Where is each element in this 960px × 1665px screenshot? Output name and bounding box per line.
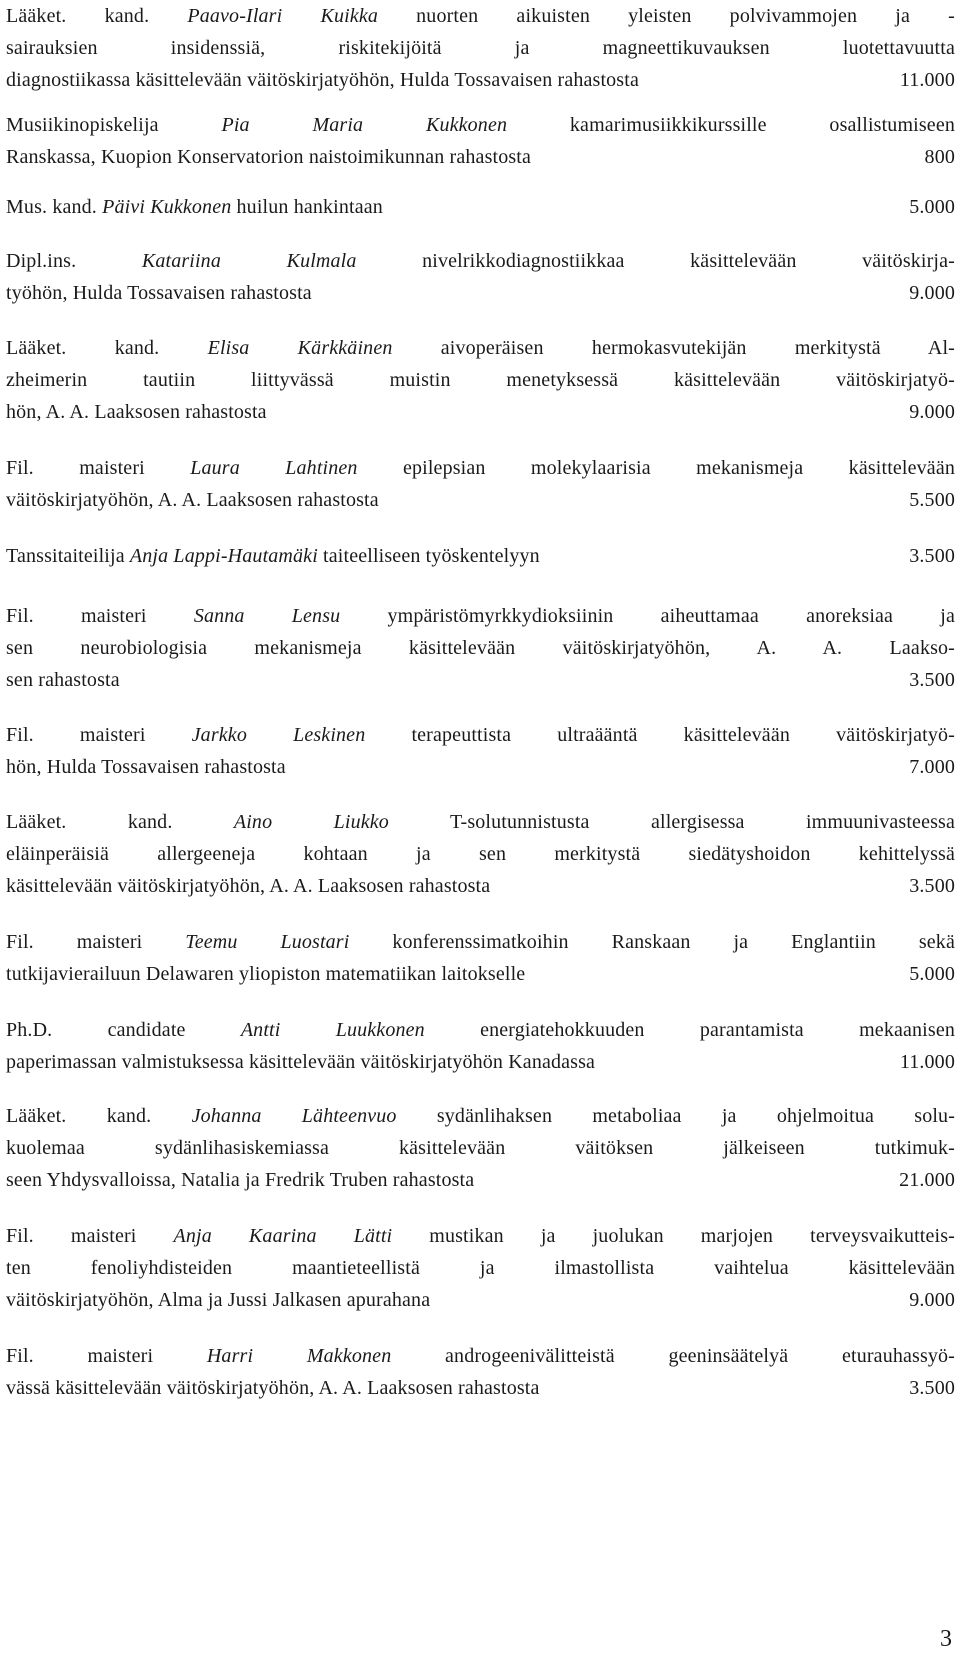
entry-text: sydänlihaksen metaboliaa ja ohjelmoitua solu- bbox=[396, 1105, 955, 1127]
grant-entry bbox=[6, 719, 955, 783]
entry-line bbox=[6, 719, 955, 751]
entry-line bbox=[6, 1046, 955, 1078]
recipient-name: Harri Makkonen bbox=[206, 1345, 392, 1367]
entry-line bbox=[6, 1220, 955, 1252]
entry-text: androgeenivälitteistä geeninsäätelyä eturauhassyö- bbox=[391, 1345, 955, 1367]
entry-text: seen Yhdysvalloissa, Natalia ja Fredrik Truben rahastosta bbox=[6, 1169, 475, 1191]
entry-line bbox=[6, 396, 955, 428]
entry-text: mustikan ja juolukan marjojen terveysvaikutteis- bbox=[392, 1225, 955, 1247]
entry-line bbox=[6, 32, 955, 64]
entry-text: zheimerin tautiin liittyvässä muistin menetyksessä käsittelevään väitöskirjatyö- bbox=[6, 369, 955, 391]
entry-text: Fil. maisteri bbox=[6, 605, 194, 627]
entry-line bbox=[6, 452, 955, 484]
grant-entry bbox=[6, 109, 955, 173]
grant-entry bbox=[6, 1340, 955, 1404]
entry-text: sen neurobiologisia mekanismeja käsittelevään väitöskirjatyöhön, A. A. Laakso- bbox=[6, 637, 955, 659]
entry-text: Fil. maisteri bbox=[6, 931, 186, 953]
grant-amount: 9.000 bbox=[909, 282, 955, 304]
grant-entry bbox=[6, 452, 955, 516]
entry-text: Fil. maisteri bbox=[6, 1345, 207, 1367]
entry-line bbox=[6, 632, 955, 664]
entry-text: Tanssitaiteilija bbox=[6, 545, 130, 567]
grant-amount: 800 bbox=[924, 146, 955, 168]
entry-text: Musiikinopiskelija bbox=[6, 114, 222, 136]
grant-entry bbox=[6, 540, 955, 572]
entry-text: vässä käsittelevään väitöskirjatyöhön, A. A. Laaksosen rahastosta bbox=[6, 1377, 540, 1399]
grant-amount: 7.000 bbox=[909, 756, 955, 778]
entry-text: Lääket. kand. bbox=[6, 1105, 192, 1127]
entry-line bbox=[6, 600, 955, 632]
grant-amount: 11.000 bbox=[899, 1051, 955, 1073]
page-number: 3 bbox=[940, 1626, 952, 1652]
entry-text: paperimassan valmistuksessa käsittelevään väitöskirjatyöhön Kanadassa bbox=[6, 1051, 596, 1073]
grant-entry bbox=[6, 245, 955, 309]
entry-text: taiteelliseen työskentelyyn bbox=[317, 545, 540, 567]
entry-line bbox=[6, 870, 955, 902]
entry-line bbox=[6, 64, 955, 96]
grant-entry bbox=[6, 926, 955, 990]
entry-text: Ranskassa, Kuopion Konservatorion naistoimikunnan rahastosta bbox=[6, 146, 532, 168]
grant-amount: 5.000 bbox=[909, 963, 955, 985]
recipient-name: Anja Lappi-Hautamäki bbox=[129, 545, 318, 567]
entry-text: käsittelevään väitöskirjatyöhön, A. A. Laaksosen rahastosta bbox=[6, 875, 491, 897]
entry-text: diagnostiikassa käsittelevään väitöskirjatyöhön, Hulda Tossavaisen rahastosta bbox=[6, 69, 639, 91]
entry-line bbox=[6, 926, 955, 958]
grant-amount: 3.500 bbox=[909, 545, 955, 567]
entry-text: väitöskirjatyöhön, Alma ja Jussi Jalkasen apurahana bbox=[6, 1289, 431, 1311]
entry-text: Lääket. kand. bbox=[6, 5, 188, 27]
entry-line bbox=[6, 191, 955, 223]
entry-text: kuolemaa sydänlihasiskemiassa käsittelevään väitöksen jälkeiseen tutkimuk- bbox=[6, 1137, 955, 1159]
recipient-name: Paavo-Ilari Kuikka bbox=[187, 5, 379, 27]
recipient-name: Teemu Luostari bbox=[185, 931, 350, 953]
entry-line bbox=[6, 1014, 955, 1046]
grant-amount: 3.500 bbox=[909, 1377, 955, 1399]
entry-line bbox=[6, 1252, 955, 1284]
entry-text: Fil. maisteri bbox=[6, 724, 192, 746]
grant-entry bbox=[6, 191, 955, 223]
entry-text: Fil. maisteri bbox=[6, 457, 191, 479]
grant-amount: 9.000 bbox=[909, 1289, 955, 1311]
entry-line bbox=[6, 806, 955, 838]
entry-line bbox=[6, 751, 955, 783]
grant-entry bbox=[6, 1014, 955, 1078]
entry-text: Lääket. kand. bbox=[6, 811, 234, 833]
recipient-name: Elisa Kärkkäinen bbox=[207, 337, 393, 359]
entry-line bbox=[6, 838, 955, 870]
entry-text: Mus. kand. bbox=[6, 196, 103, 218]
entry-text: tutkijavierailuun Delawaren yliopiston matematiikan laitokselle bbox=[6, 963, 526, 985]
entry-text: T-solutunnistusta allergisessa immuunivasteessa bbox=[388, 811, 955, 833]
entry-line bbox=[6, 141, 955, 173]
entry-line bbox=[6, 1100, 955, 1132]
entry-text: Dipl.ins. bbox=[6, 250, 142, 272]
entry-text: hön, A. A. Laaksosen rahastosta bbox=[6, 401, 267, 423]
entry-text: Fil. maisteri bbox=[6, 1225, 174, 1247]
entry-text: ympäristömyrkkydioksiinin aiheuttamaa anoreksiaa ja bbox=[340, 605, 955, 627]
entry-text: hön, Hulda Tossavaisen rahastosta bbox=[6, 756, 286, 778]
entry-line bbox=[6, 540, 955, 572]
entry-line bbox=[6, 109, 955, 141]
entry-text: sen rahastosta bbox=[6, 669, 120, 691]
recipient-name: Sanna Lensu bbox=[193, 605, 341, 627]
entry-line bbox=[6, 245, 955, 277]
recipient-name: Antti Luukkonen bbox=[240, 1019, 425, 1041]
recipient-name: Katariina Kulmala bbox=[141, 250, 357, 272]
entry-line bbox=[6, 958, 955, 990]
entry-line bbox=[6, 1284, 955, 1316]
grant-entry bbox=[6, 0, 955, 96]
entry-text: energiatehokkuuden parantamista mekaanisen bbox=[424, 1019, 955, 1041]
recipient-name: Jarkko Leskinen bbox=[191, 724, 366, 746]
entry-text: terapeuttista ultraääntä käsittelevään väitöskirjatyö- bbox=[365, 724, 955, 746]
grant-amount: 9.000 bbox=[909, 401, 955, 423]
entry-text: epilepsian molekylaarisia mekanismeja käsittelevään bbox=[357, 457, 955, 479]
grant-amount: 3.500 bbox=[909, 875, 955, 897]
entry-text: ten fenoliyhdisteiden maantieteellistä ja ilmastollista vaihtelua käsittelevään bbox=[6, 1257, 955, 1279]
entry-text: Lääket. kand. bbox=[6, 337, 208, 359]
entry-line bbox=[6, 664, 955, 696]
entry-text: nuorten aikuisten yleisten polvivammojen ja - bbox=[378, 5, 955, 27]
entry-text: nivelrikkodiagnostiikkaa käsittelevään väitöskirja- bbox=[356, 250, 955, 272]
entry-line bbox=[6, 1132, 955, 1164]
entry-text: konferenssimatkoihin Ranskaan ja Englantiin sekä bbox=[349, 931, 955, 953]
recipient-name: Pia Maria Kukkonen bbox=[221, 114, 508, 136]
entry-text: kamarimusiikkikurssille osallistumiseen bbox=[507, 114, 955, 136]
entry-text: huilun hankintaan bbox=[231, 196, 383, 218]
entry-text: väitöskirjatyöhön, A. A. Laaksosen rahastosta bbox=[6, 489, 379, 511]
grant-amount: 5.500 bbox=[909, 489, 955, 511]
recipient-name: Päivi Kukkonen bbox=[102, 196, 232, 218]
entry-text: Ph.D. candidate bbox=[6, 1019, 241, 1041]
grant-entry bbox=[6, 600, 955, 696]
entry-line bbox=[6, 1340, 955, 1372]
grant-amount: 11.000 bbox=[899, 69, 955, 91]
entry-text: sairauksien insidenssiä, riskitekijöitä ja magneettikuvauksen luotettavuutta bbox=[6, 37, 955, 59]
grant-amount: 21.000 bbox=[899, 1169, 955, 1191]
recipient-name: Aino Liukko bbox=[233, 811, 389, 833]
grant-entry bbox=[6, 1220, 955, 1316]
entry-text: eläinperäisiä allergeeneja kohtaan ja sen merkitystä siedätyshoidon kehittelyssä bbox=[6, 843, 955, 865]
grant-amount: 5.000 bbox=[909, 196, 955, 218]
grant-entry bbox=[6, 1100, 955, 1196]
recipient-name: Johanna Lähteenvuo bbox=[191, 1105, 397, 1127]
grant-entry bbox=[6, 806, 955, 902]
entry-line bbox=[6, 484, 955, 516]
recipient-name: Anja Kaarina Lätti bbox=[173, 1225, 393, 1247]
entry-line bbox=[6, 277, 955, 309]
entry-text: työhön, Hulda Tossavaisen rahastosta bbox=[6, 282, 312, 304]
recipient-name: Laura Lahtinen bbox=[190, 457, 358, 479]
entry-line bbox=[6, 364, 955, 396]
entry-text: aivoperäisen hermokasvutekijän merkitystä Al- bbox=[392, 337, 955, 359]
grant-amount: 3.500 bbox=[909, 669, 955, 691]
entry-line bbox=[6, 0, 955, 32]
entry-line bbox=[6, 1164, 955, 1196]
entry-line bbox=[6, 1372, 955, 1404]
entry-line bbox=[6, 332, 955, 364]
grant-entry bbox=[6, 332, 955, 428]
